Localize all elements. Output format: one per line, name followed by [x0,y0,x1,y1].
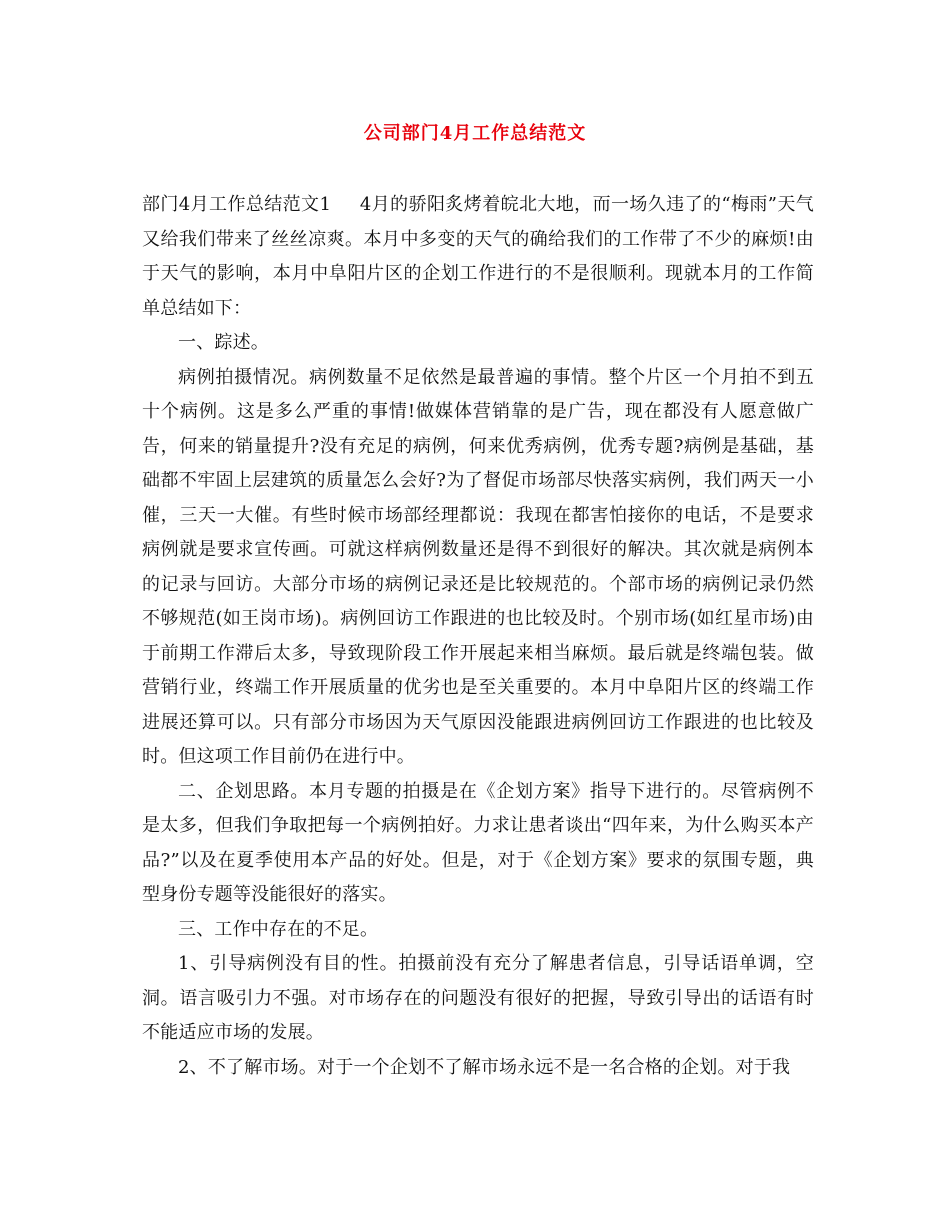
paragraph-case-shooting: 病例拍摄情况。病例数量不足依然是最普遍的事情。整个片区一个月拍不到五十个病例。这是多么严重的事情!做媒体营销靠的是广告，现在都没有人愿意做广告，何来的销量提升?没有充足的病例，何来优秀病例，优秀专题?病例是基础，基础都不牢固上层建筑的质量怎么会好?为了督促市场部尽快落实病例，我们两天一小催，三天一大催。有些时候市场部经理都说：我现在都害怕接你的电话，不是要求病例就是要求宣传画。可就这样病例数量还是得不到很好的解决。其次就是病例本的记录与回访。大部分市场的病例记录还是比较规范的。个部市场的病例记录仍然不够规范(如王岗市场)。病例回访工作跟进的也比较及时。个别市场(如红星市场)由于前期工作滞后太多，导致现阶段工作开展起来相当麻烦。最后就是终端包装。做营销行业，终端工作开展质量的优劣也是至关重要的。本月中阜阳片区的终端工作进展还算可以。只有部分市场因为天气原因没能跟进病例回访工作跟进的也比较及时。但这项工作目前仍在进行中。 [142,366,814,767]
intro-paragraph [142,188,814,326]
paragraph-text: 4月的骄阳炙烤着皖北大地，而一场久违了的“梅雨”天气又给我们带来了丝丝凉爽。本月中多变的天气的确给我们的工作带了不少的麻烦!由于天气的影响，本月中阜阳片区的企划工作进行的不是很顺利。现就本月的工作简单总结如下： [142,194,814,319]
document-title: 公司部门4月工作总结范文 [363,123,587,144]
intro-heading: 部门4月工作总结范文1 [142,194,332,215]
paragraph-shortcoming-2: 2、不了解市场。对于一个企划不了解市场永远不是一名合格的企划。对于我 [178,1056,791,1078]
paragraph-shortcoming-1: 1、引导病例没有目的性。拍摄前没有充分了解患者信息，引导话语单调，空洞。语言吸引力不强。对市场存在的问题没有很好的把握，导致引导出的话语有时不能适应市场的发展。 [142,953,814,1043]
document-body [142,188,814,1085]
section-heading-1: 一、踪述。 [178,332,269,353]
paragraph-planning-ideas: 二、企划思路。本月专题的拍摄是在《企划方案》指导下进行的。尽管病例不是太多，但我们争取把每一个病例拍好。力求让患者谈出“四年来，为什么购买本产品?”以及在夏季使用本产品的好处。但是，对于《企划方案》要求的氛围专题，典型身份专题等没能很好的落实。 [142,780,814,905]
section-heading-3: 三、工作中存在的不足。 [178,918,379,940]
